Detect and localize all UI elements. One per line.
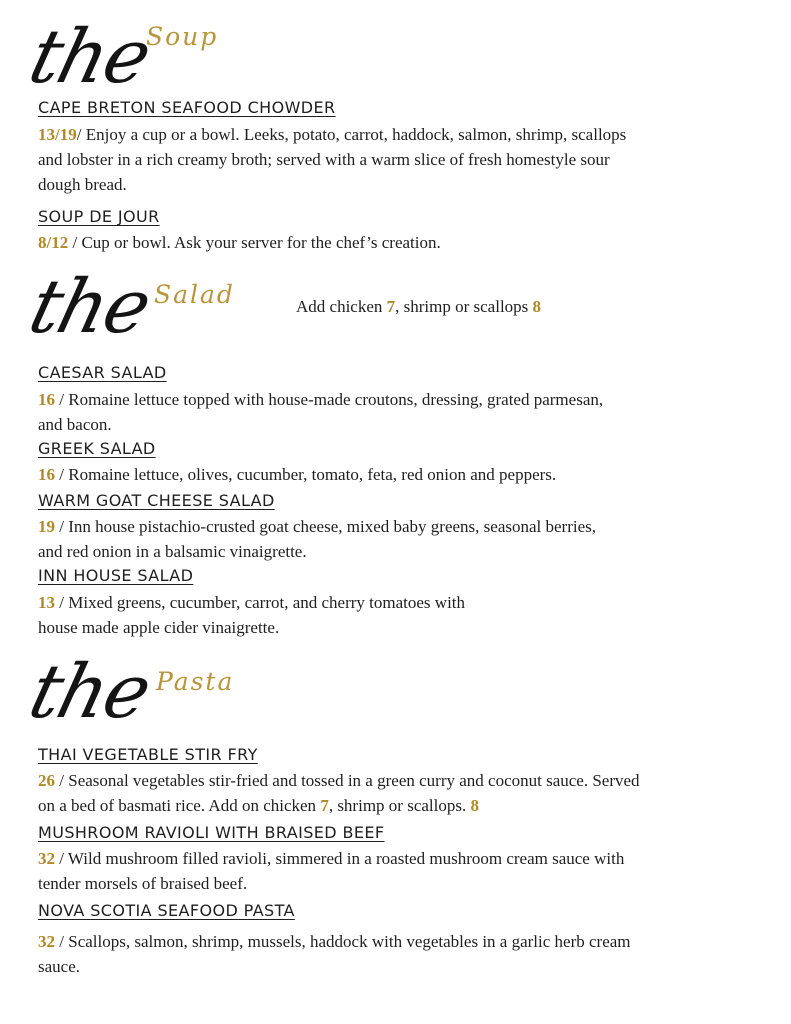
item-title-mushroom-ravioli: MUSHROOM RAVIOLI WITH BRAISED BEEF [38,823,385,842]
item-desc-cape-breton-chowder: 13/19/ Enjoy a cup or a bowl. Leeks, potato, carrot, haddock, salmon, shrimp, scallops and lobster in a rich creamy broth; served with a warm slice of fresh homestyle sour dough bread. [38,125,627,194]
price: 16 [38,390,55,409]
salad-header [14,262,314,372]
script-the: the [21,649,158,735]
script-word-pasta: Pasta [156,667,235,696]
price: 32 [38,932,55,951]
item-desc-greek-salad: 16 / Romaine lettuce, olives, cucumber, tomato, feta, red onion and peppers. [38,465,557,484]
item-desc-inn-house-salad: 13 / Mixed greens, cucumber, carrot, and cherry tomatoes with house made apple cider vinaigrette. [38,593,466,637]
price: 16 [38,465,55,484]
item-desc-warm-goat-cheese-salad: 19 / Inn house pistachio-crusted goat cheese, mixed baby greens, seasonal berries, and red onion in a balsamic vinaigrette. [38,517,596,561]
item-desc-caesar-salad: 16 / Romaine lettuce topped with house-made croutons, dressing, grated parmesan, and bacon. [38,390,604,434]
add-protein-note: Add chicken 7, shrimp or scallops 8 [296,297,542,316]
item-title-greek-salad: GREEK SALAD [38,439,156,458]
item-desc-mushroom-ravioli: 32 / Wild mushroom filled ravioli, simmered in a roasted mushroom cream sauce with tender morsels of braised beef. [38,849,625,893]
script-the: the [21,264,158,350]
item-title-inn-house-salad: INN HOUSE SALAD [38,566,194,585]
script-word-soup: Soup [146,22,219,51]
price: 13/19 [38,125,77,144]
item-title-cape-breton-chowder: CAPE BRETON SEAFOOD CHOWDER [38,98,336,117]
script-word-salad: Salad [154,280,235,309]
price: 13 [38,593,55,612]
item-title-caesar-salad: CAESAR SALAD [38,363,167,382]
price: 32 [38,849,55,868]
item-desc-soup-de-jour: 8/12 / Cup or bowl. Ask your server for the chef’s creation. [38,233,441,252]
script-the: the [21,14,158,100]
price: 19 [38,517,55,536]
item-desc-nova-scotia-seafood-pasta: 32 / Scallops, salmon, shrimp, mussels, haddock with vegetables in a garlic herb cream sauce. [38,932,631,976]
price: 26 [38,771,55,790]
item-title-thai-vegetable-stir-fry: THAI VEGETABLE STIR FRY [38,745,258,764]
item-title-soup-de-jour: SOUP DE JOUR [38,207,160,226]
item-desc-thai-vegetable-stir-fry: 26 / Seasonal vegetables stir-fried and tossed in a green curry and coconut sauce. Served on a bed of basmati rice. Add on chicken 7, shrimp or scallops. 8 [38,771,640,815]
price: 8/12 [38,233,69,252]
pasta-header [14,645,314,755]
item-title-warm-goat-cheese-salad: WARM GOAT CHEESE SALAD [38,491,275,510]
item-title-nova-scotia-seafood-pasta: NOVA SCOTIA SEAFOOD PASTA [38,901,295,920]
